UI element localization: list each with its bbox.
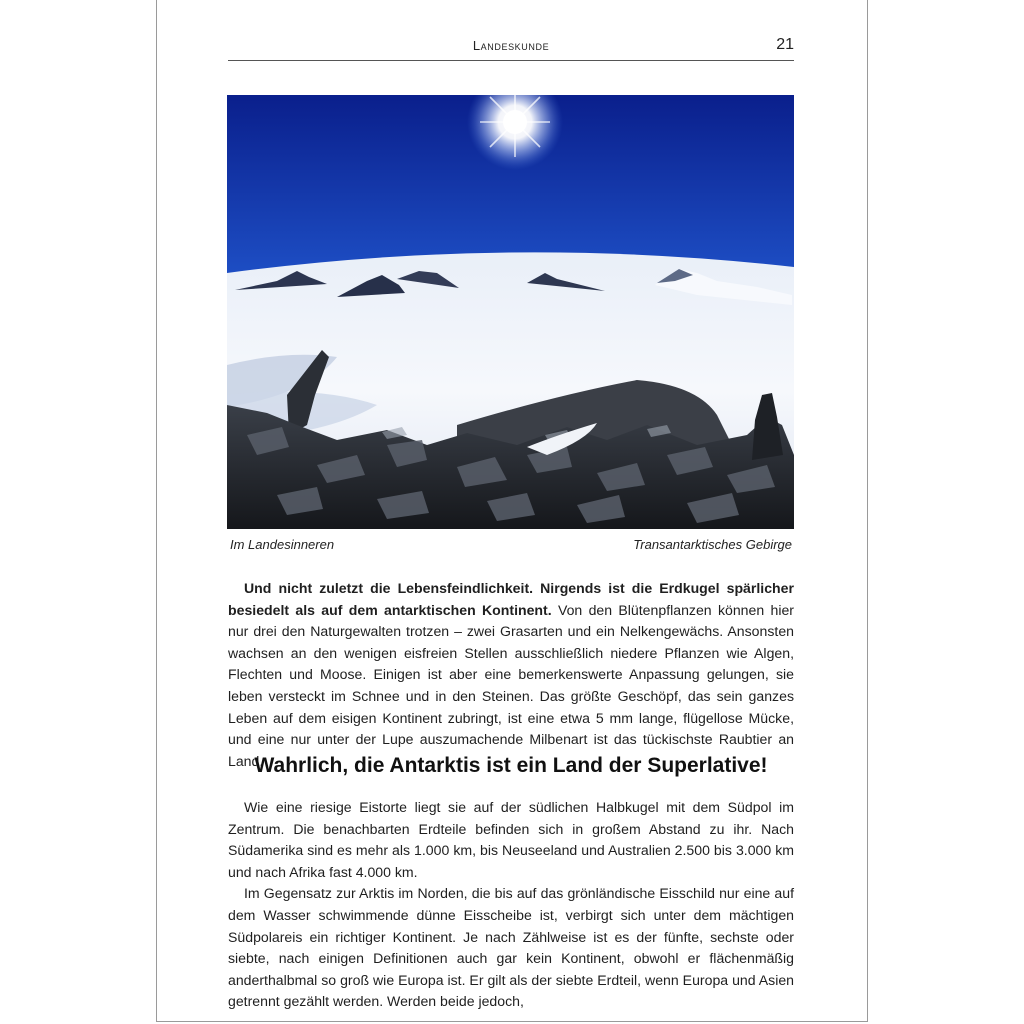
paragraph-2: Wie eine riesige Eistorte liegt sie auf der südlichen Halbkugel mit dem Südpol im Zentrum. Die benachbarten Erdteile befinden sich in großem Abstand zu ihr. Nach Südamerika sind es mehr als 1.000 km, bis Neuseeland und Australien 2.500 bis 3.000 km und nach Afrika fast 4.000 km. bbox=[228, 799, 794, 880]
antarctic-landscape-photo bbox=[227, 95, 794, 529]
running-head bbox=[228, 36, 794, 61]
section-title: Landeskunde bbox=[472, 38, 550, 53]
paragraph-1 bbox=[228, 578, 794, 772]
paragraph-3: Im Gegensatz zur Arktis im Norden, die bis auf das grönländische Eisschild nur eine auf dem Wasser schwimmende dünne Eisscheibe ist, verbirgt sich unter dem mächtigen Südpolareis ein richtiger Kontinent. Je nach Zählweise ist es der fünfte, sechste oder siebte, nach einigen Definitionen auch gar kein Kontinent, obwohl er flächenmäßig anderthalbmal so groß wie Europa ist. Er gilt als der siebte Erdteil, wenn Europa und Asien getrennt gezählt werden. Werden beide jedoch, bbox=[228, 885, 794, 1010]
paragraph-1-bold-lead: Und nicht zuletzt die Lebensfeindlichkeit. Nirgends ist die Erdkugel spärlicher besiedelt als auf dem antarktischen Kontinent. bbox=[228, 580, 794, 618]
paragraph-group bbox=[228, 797, 794, 1013]
paragraph-1-text: Von den Blütenpflanzen können hier nur drei den Naturgewalten trotzen – zwei Grasarten und ein Nelkengewächs. Ansonsten wachsen an den wenigen eisfreien Stellen ausschließlich niedere Pflanzen wie Algen, Flechten und Moose. Einigen ist aber eine bemerkenswerte Anpassung gelungen, sie leben versteckt im Schnee und in den Steinen. Das größte Geschöpf, das sein ganzes Leben auf dem eisigen Kontinent zubringt, ist eine etwa 5 mm lange, flügellose Mücke, und eine nur unter der Lupe auszumachende Milbenart ist das tückischste Raubtier an Land. bbox=[228, 601, 794, 769]
page-number: 21 bbox=[776, 36, 794, 53]
caption-right: Transantarktisches Gebirge bbox=[633, 537, 792, 552]
caption-left: Im Landesinneren bbox=[230, 537, 335, 552]
section-heading: Wahrlich, die Antarktis ist ein Land der Superlative! bbox=[254, 754, 768, 777]
